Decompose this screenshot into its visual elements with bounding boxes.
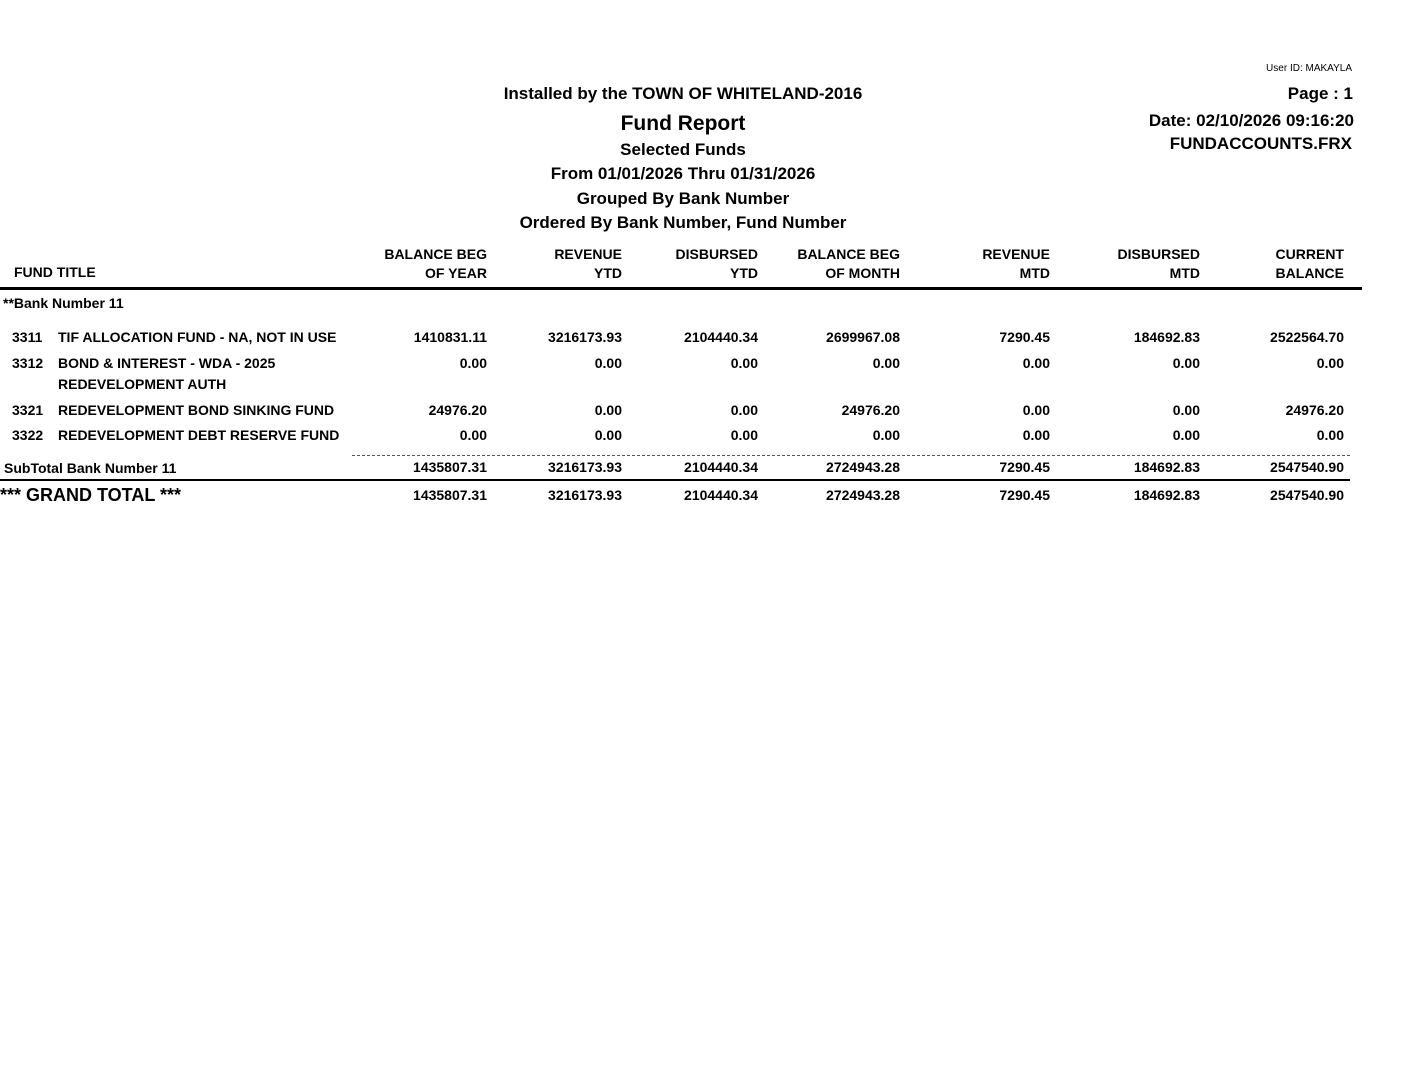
cell-current-balance: 2522564.70 (1270, 329, 1344, 345)
fund-number: 3312 (12, 355, 44, 371)
cell-disbursed-mtd: 0.00 (1172, 355, 1200, 371)
header-line2: YTD (730, 265, 758, 281)
header-line1: CURRENT (1275, 246, 1344, 262)
grand-total-balance-beg-year: 1435807.31 (413, 487, 487, 503)
header-line1: BALANCE BEG (384, 246, 487, 262)
report-date: Date: 02/10/2026 09:16:20 (1148, 111, 1354, 130)
column-header-fund-title: FUND TITLE (14, 264, 96, 280)
column-header-disbursed-ytd (618, 245, 758, 283)
subtotal-balance-beg-year: 1435807.31 (413, 459, 487, 475)
cell-revenue-ytd: 0.00 (594, 427, 622, 443)
cell-revenue-mtd: 0.00 (1022, 355, 1050, 371)
report-file: FUNDACCOUNTS.FRX (1169, 134, 1352, 153)
report-date-range: From 01/01/2026 Thru 01/31/2026 (550, 164, 816, 183)
header-line1: REVENUE (982, 246, 1050, 262)
page-number: Page : 1 (1287, 84, 1353, 103)
cell-current-balance: 0.00 (1316, 355, 1344, 371)
fund-title: REDEVELOPMENT BOND SINKING FUND (58, 402, 335, 418)
header-line1: BALANCE BEG (797, 246, 900, 262)
column-header-disbursed-mtd (1060, 245, 1200, 283)
header-line2: OF YEAR (425, 265, 487, 281)
subtotal-label: SubTotal Bank Number 11 (4, 460, 177, 476)
cell-balance-beg-month: 0.00 (872, 355, 900, 371)
grand-total-revenue-ytd: 3216173.93 (548, 487, 622, 503)
subtotal-disbursed-ytd: 2104440.34 (684, 459, 758, 475)
cell-disbursed-ytd: 0.00 (730, 427, 758, 443)
cell-balance-beg-year: 0.00 (459, 355, 487, 371)
header-line1: DISBURSED (1117, 246, 1200, 262)
grand-total-revenue-mtd: 7290.45 (999, 487, 1050, 503)
column-header-revenue-ytd (482, 245, 622, 283)
cell-balance-beg-month: 2699967.08 (826, 329, 900, 345)
report-title: Fund Report (620, 112, 746, 135)
report-grouping: Grouped By Bank Number (576, 189, 790, 208)
header-line1: DISBURSED (675, 246, 758, 262)
column-header-revenue-mtd (910, 245, 1050, 283)
cell-balance-beg-year: 24976.20 (428, 402, 487, 418)
fund-title: TIF ALLOCATION FUND - NA, NOT IN USE (58, 329, 337, 345)
grand-total-disbursed-mtd: 184692.83 (1133, 487, 1200, 503)
fund-title: BOND & INTEREST - WDA - 2025 (58, 355, 276, 371)
report-ordering: Ordered By Bank Number, Fund Number (519, 213, 847, 232)
cell-balance-beg-month: 0.00 (872, 427, 900, 443)
cell-current-balance: 0.00 (1316, 427, 1344, 443)
subtotal-disbursed-mtd: 184692.83 (1133, 459, 1200, 475)
header-line2: YTD (594, 265, 622, 281)
fund-number: 3311 (12, 329, 43, 345)
installed-by: Installed by the TOWN OF WHITELAND-2016 (503, 84, 863, 103)
header-line2: MTD (1019, 265, 1050, 281)
header-line2: MTD (1169, 265, 1200, 281)
subtotal-revenue-mtd: 7290.45 (999, 459, 1050, 475)
header-line1: REVENUE (554, 246, 622, 262)
report-selection: Selected Funds (620, 140, 746, 159)
group-label: **Bank Number 11 (3, 295, 124, 311)
cell-revenue-ytd: 0.00 (594, 355, 622, 371)
cell-revenue-mtd: 7290.45 (999, 329, 1050, 345)
grand-total-disbursed-ytd: 2104440.34 (684, 487, 758, 503)
cell-disbursed-ytd: 0.00 (730, 355, 758, 371)
fund-number: 3322 (12, 427, 44, 443)
cell-disbursed-mtd: 184692.83 (1133, 329, 1200, 345)
cell-revenue-mtd: 0.00 (1022, 427, 1050, 443)
subtotal-balance-beg-month: 2724943.28 (826, 459, 900, 475)
fund-number: 3321 (12, 402, 44, 418)
column-header-balance-beg-year (347, 245, 487, 283)
cell-current-balance: 24976.20 (1285, 402, 1344, 418)
grand-total-current-balance: 2547540.90 (1270, 487, 1344, 503)
cell-disbursed-mtd: 0.00 (1172, 427, 1200, 443)
subtotal-divider (352, 455, 1350, 456)
subtotal-revenue-ytd: 3216173.93 (548, 459, 622, 475)
cell-balance-beg-year: 1410831.11 (413, 329, 487, 345)
fund-title-continued: REDEVELOPMENT AUTH (58, 376, 227, 392)
column-header-balance-beg-month (760, 245, 900, 283)
header-line2: OF MONTH (825, 265, 900, 281)
user-id: User ID: MAKAYLA (1266, 63, 1352, 74)
header-line2: BALANCE (1275, 265, 1344, 281)
grand-total-divider (0, 479, 1350, 481)
cell-balance-beg-year: 0.00 (459, 427, 487, 443)
cell-disbursed-ytd: 0.00 (730, 402, 758, 418)
cell-revenue-ytd: 3216173.93 (548, 329, 622, 345)
grand-total-label: *** GRAND TOTAL *** (0, 485, 182, 505)
cell-revenue-mtd: 0.00 (1022, 402, 1050, 418)
cell-balance-beg-month: 24976.20 (841, 402, 900, 418)
cell-disbursed-mtd: 0.00 (1172, 402, 1200, 418)
cell-disbursed-ytd: 2104440.34 (684, 329, 758, 345)
subtotal-current-balance: 2547540.90 (1270, 459, 1344, 475)
grand-total-balance-beg-month: 2724943.28 (826, 487, 900, 503)
cell-revenue-ytd: 0.00 (594, 402, 622, 418)
column-header-current-balance (1204, 245, 1344, 283)
fund-title: REDEVELOPMENT DEBT RESERVE FUND (58, 427, 340, 443)
header-divider (0, 287, 1362, 290)
